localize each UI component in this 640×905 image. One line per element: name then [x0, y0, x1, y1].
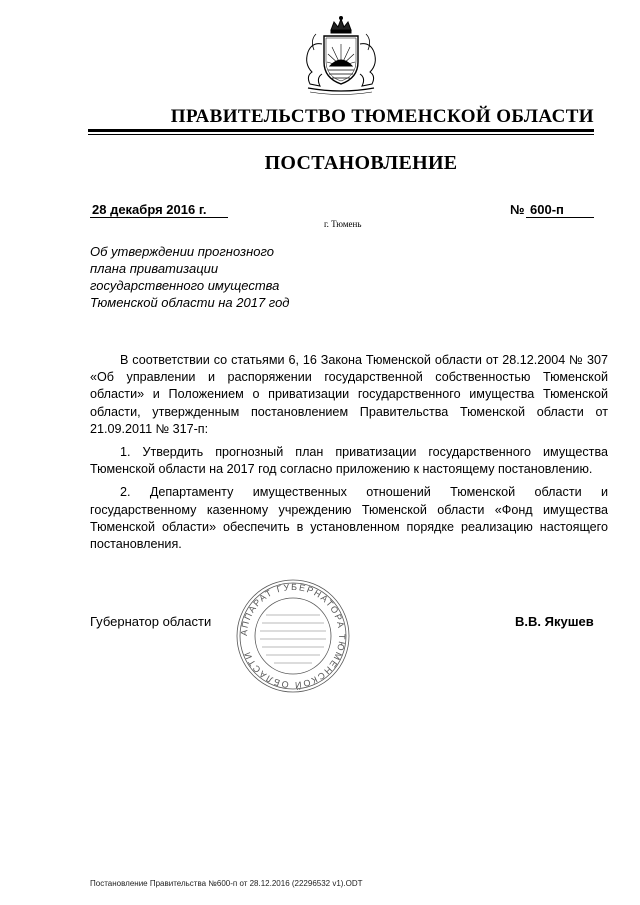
- document-subject: [90, 243, 350, 311]
- document-date: 28 декабря 2016 г.: [92, 202, 207, 217]
- subject-line: Тюменской области на 2017 год: [90, 295, 290, 310]
- seal-ring-text: АППАРАТ ГУБЕРНАТОРА ТЮМЕНСКОЙ ОБЛАСТИ: [238, 581, 348, 691]
- signatory-name: В.В. Якушев: [515, 614, 594, 629]
- government-title: ПРАВИТЕЛЬСТВО ТЮМЕНСКОЙ ОБЛАСТИ: [170, 106, 594, 127]
- subject-line: плана приватизации: [90, 261, 219, 276]
- subject-line: государственного имущества: [90, 278, 280, 293]
- document-type: ПОСТАНОВЛЕНИЕ: [264, 152, 458, 174]
- body-item-1: 1. Утвердить прогнозный план приватизации государственного имущества Тюменской области на 2017 год согласно приложению к настоящему постановлению.: [90, 445, 608, 477]
- date-underline: [90, 217, 228, 218]
- header-rule-thin: [88, 134, 594, 135]
- body-intro: В соответствии со статьями 6, 16 Закона Тюменской области от 28.12.2004 № 307 «Об управлении и распоряжении государственной собственностью Тюменской области» и Положением о приватизации государственного имущества Тюменской области, утвержденным постановлением Правительства Тюменской области от 21.09.2011 № 317-п:: [90, 353, 608, 436]
- signatory-role: Губернатор области: [90, 614, 212, 629]
- document-number: 600-п: [530, 202, 564, 217]
- number-underline: [526, 217, 594, 218]
- document-footer: Постановление Правительства №600-п от 28.12.2016 (22296532 v1).ODT: [90, 879, 363, 888]
- number-label: №: [510, 202, 525, 217]
- document-body: [90, 352, 608, 559]
- body-item-2: 2. Департаменту имущественных отношений Тюменской области и государственному казенному учреждению Тюменской области «Фонд имущества Тюменской области» обеспечить в установленном порядке реализацию настоящего постановления.: [90, 485, 608, 552]
- subject-line: Об утверждении прогнозного: [90, 244, 274, 259]
- coat-of-arms-icon: [296, 14, 386, 98]
- official-seal-icon: [234, 577, 352, 695]
- header-rule-thick: [88, 129, 594, 132]
- document-city: г. Тюмень: [324, 219, 362, 229]
